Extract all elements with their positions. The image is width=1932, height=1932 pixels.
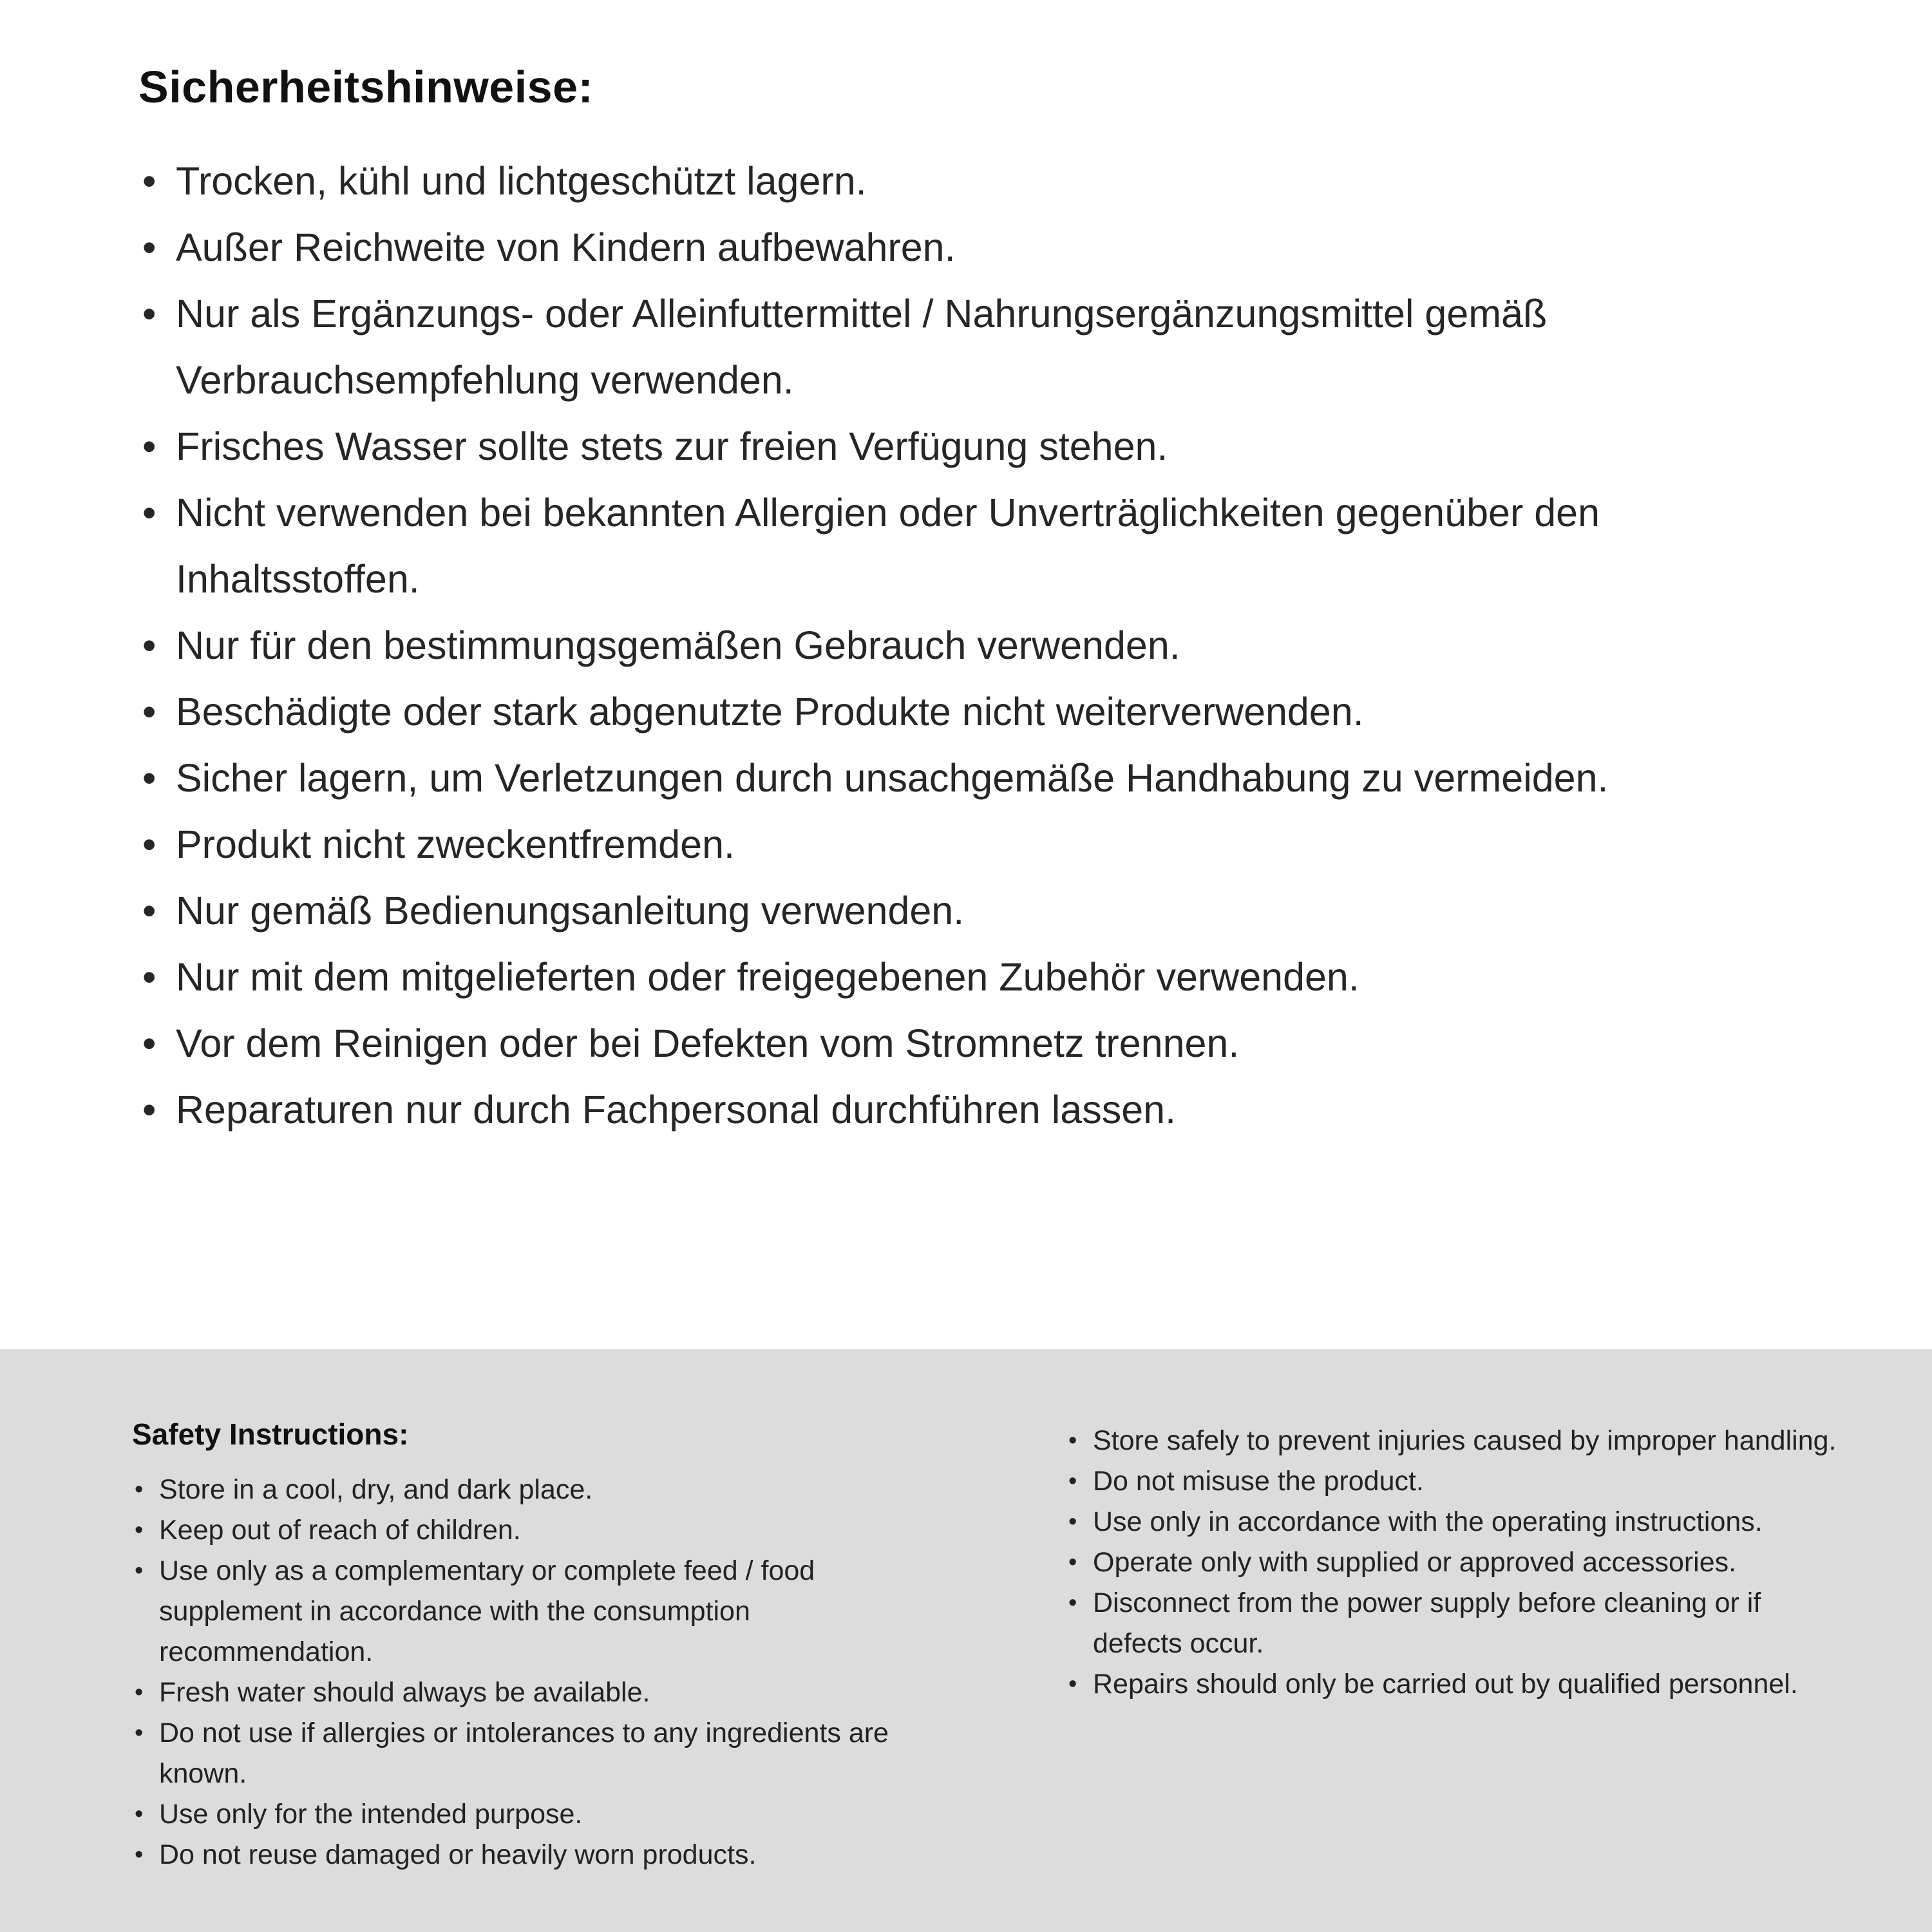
english-section: [0, 1349, 1932, 1932]
list-item: • Trocken, kühl und lichtgeschützt lagern.: [138, 148, 1639, 214]
list-item: • Beschädigte oder stark abgenutzte Produkte nicht weiterverwenden.: [138, 679, 1639, 745]
list-item: • Operate only with supplied or approved accessories.: [1066, 1542, 1845, 1583]
list-item: • Keep out of reach of children.: [132, 1510, 911, 1551]
list-item: • Produkt nicht zweckentfremden.: [138, 811, 1639, 878]
list-item: • Frisches Wasser sollte stets zur freien Verfügung stehen.: [138, 413, 1639, 480]
list-item: • Nur als Ergänzungs- oder Alleinfuttermittel / Nahrungsergänzungsmittel gemäß Verbrauchsempfehlung verwenden.: [138, 281, 1639, 413]
list-item: • Vor dem Reinigen oder bei Defekten vom Stromnetz trennen.: [138, 1010, 1639, 1077]
list-item: • Use only as a complementary or complete feed / food supplement in accordance with the consumption recommendation.: [132, 1551, 911, 1672]
list-item: • Do not reuse damaged or heavily worn products.: [132, 1835, 911, 1875]
list-item: • Nur gemäß Bedienungsanleitung verwenden.: [138, 878, 1639, 944]
list-item: • Außer Reichweite von Kindern aufbewahren.: [138, 214, 1639, 281]
list-item: • Use only for the intended purpose.: [132, 1794, 911, 1835]
list-item: • Reparaturen nur durch Fachpersonal durchführen lassen.: [138, 1077, 1639, 1143]
german-bullet-list: [138, 148, 1639, 1143]
english-left-column: [132, 1417, 911, 1932]
list-item: • Disconnect from the power supply before cleaning or if defects occur.: [1066, 1583, 1845, 1664]
list-item: • Repairs should only be carried out by qualified personnel.: [1066, 1664, 1845, 1705]
list-item: • Use only in accordance with the operating instructions.: [1066, 1502, 1845, 1542]
list-item: • Store safely to prevent injuries caused by improper handling.: [1066, 1421, 1845, 1461]
list-item: • Sicher lagern, um Verletzungen durch unsachgemäße Handhabung zu vermeiden.: [138, 745, 1639, 811]
list-item: • Fresh water should always be available.: [132, 1672, 911, 1713]
english-left-bullet-list: [132, 1470, 911, 1875]
list-item: • Store in a cool, dry, and dark place.: [132, 1470, 911, 1510]
english-right-bullet-list: [1066, 1421, 1845, 1705]
english-right-column: [1066, 1417, 1845, 1932]
list-item: • Nicht verwenden bei bekannten Allergien oder Unverträglichkeiten gegenüber den Inhaltsstoffen.: [138, 480, 1639, 612]
list-item: • Nur für den bestimmungsgemäßen Gebrauch verwenden.: [138, 612, 1639, 679]
list-item: • Nur mit dem mitgelieferten oder freigegebenen Zubehör verwenden.: [138, 944, 1639, 1010]
english-title: Safety Instructions:: [132, 1417, 409, 1451]
list-item: • Do not use if allergies or intolerances to any ingredients are known.: [132, 1713, 911, 1794]
german-title: Sicherheitshinweise:: [138, 62, 594, 112]
list-item: • Do not misuse the product.: [1066, 1461, 1845, 1502]
